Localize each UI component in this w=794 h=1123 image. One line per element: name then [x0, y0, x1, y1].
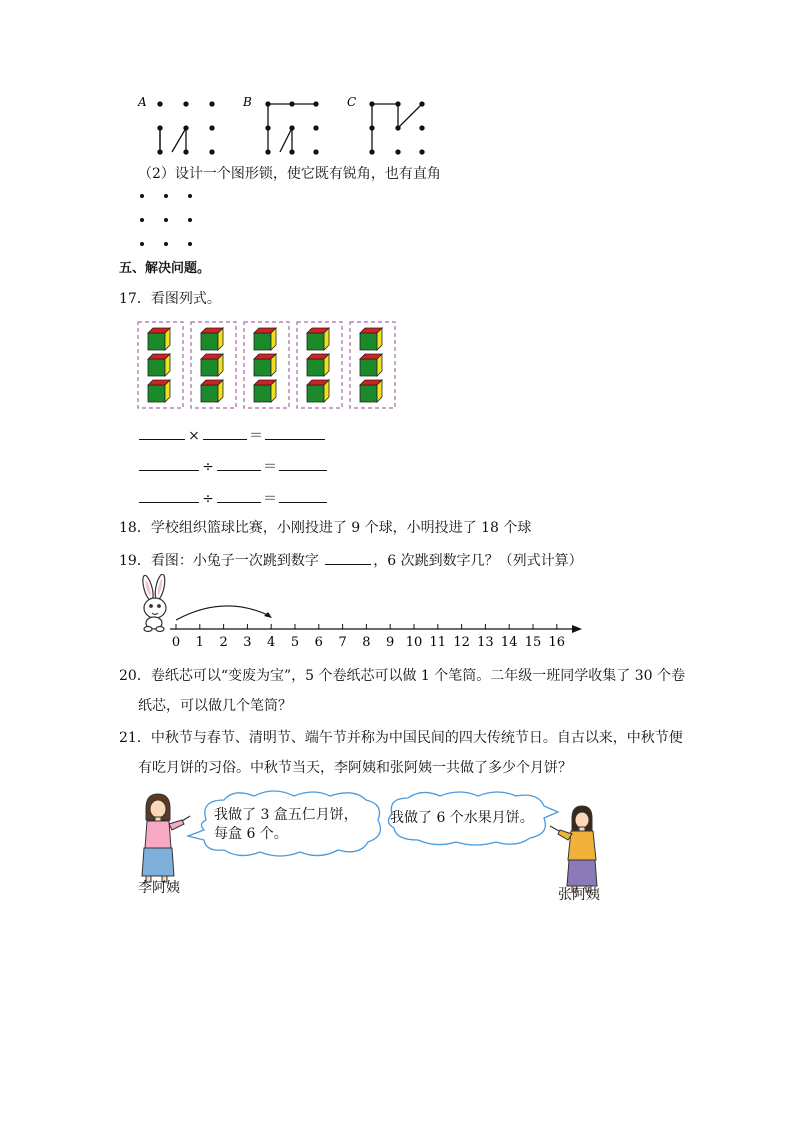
equals-sign: ＝	[263, 491, 277, 507]
left-bubble-line1: 我做了 3 盒五仁月饼，	[214, 807, 358, 823]
cube-group-1	[138, 322, 183, 408]
q19-text-after: ，6 次跳到数字几？（列式计算）	[373, 553, 583, 569]
equals-sign: ＝	[263, 459, 277, 475]
q16-part2-text: （2）设计一个图形锁，使它既有锐角，也有直角	[138, 166, 441, 182]
pattern-c	[370, 102, 424, 154]
pattern-label-b: B	[243, 95, 252, 109]
answer-blank[interactable]	[139, 456, 199, 471]
q20-line2: 纸芯，可以做几个笔筒？	[138, 698, 292, 714]
divide-sign: ÷	[202, 491, 214, 507]
name-li-ayi: 李阿姨	[138, 880, 180, 896]
times-sign: ×	[188, 428, 200, 444]
tick-label: 14	[500, 635, 518, 650]
q18-text: 18．学校组织篮球比赛，小刚投进了 9 个球，小明投进了 18 个球	[119, 520, 532, 536]
tick-label: 12	[453, 635, 470, 650]
pattern-label-c: C	[347, 95, 357, 109]
name-zhang-ayi: 张阿姨	[558, 887, 600, 903]
zhang-ayi-figure	[550, 806, 597, 892]
tick-label: 6	[314, 635, 323, 650]
tick-label: 4	[267, 635, 276, 650]
q21-line1: 21．中秋节与春节、清明节、端午节并称为中国民间的四大传统节日。自古以来，中秋节便	[119, 730, 683, 746]
pattern-label-a: A	[138, 95, 147, 109]
pattern-a	[158, 102, 214, 154]
rabbit-icon	[141, 574, 167, 632]
tick-label: 2	[219, 635, 228, 650]
cube-group-4	[297, 322, 342, 408]
q19-text	[119, 550, 583, 571]
q19-answer-blank[interactable]	[325, 550, 371, 565]
answer-blank[interactable]	[265, 425, 325, 440]
jump-arrow	[176, 606, 270, 620]
axis-arrow	[572, 625, 582, 633]
tick-label: 7	[338, 635, 347, 650]
q20-line1: 20．卷纸芯可以“变废为宝”，5 个卷纸芯可以做 1 个笔筒。二年级一班同学收集了 30 个卷	[119, 668, 686, 684]
arrow-head	[264, 612, 272, 618]
answer-blank[interactable]	[139, 425, 185, 440]
right-bubble-text: 我做了 6 个水果月饼。	[390, 810, 534, 826]
tick-label: 13	[477, 635, 494, 650]
tick-label: 11	[429, 635, 447, 650]
cube-group-2	[191, 322, 236, 408]
tick-label: 8	[362, 635, 371, 650]
left-bubble-line2: 每盒 6 个。	[214, 826, 288, 842]
tick-label: 16	[548, 635, 566, 650]
tick-label: 10	[405, 635, 423, 650]
q21-line2: 有吃月饼的习俗。中秋节当天，李阿姨和张阿姨一共做了多少个月饼？	[138, 760, 572, 776]
equals-sign: ＝	[249, 428, 263, 444]
lock-patterns	[130, 92, 440, 162]
answer-blank[interactable]	[203, 425, 247, 440]
answer-blank[interactable]	[139, 488, 199, 503]
answer-blank[interactable]	[217, 488, 261, 503]
q19-text-before: 19．看图：小兔子一次跳到数字	[119, 553, 319, 569]
answer-blank[interactable]	[279, 456, 327, 471]
cube-group-3	[244, 322, 289, 408]
tick-label: 5	[290, 635, 300, 650]
divide-sign: ÷	[202, 459, 214, 475]
number-line-ticks	[172, 624, 565, 650]
q17-equation-2	[139, 456, 327, 477]
q17-cube-groups	[136, 320, 398, 412]
answer-blank[interactable]	[279, 488, 327, 503]
section5-title: 五、解决问题。	[119, 261, 211, 276]
grid-dots	[140, 194, 192, 246]
cube-group-5	[350, 322, 395, 408]
pattern-b	[266, 102, 318, 154]
q19-number-line	[134, 574, 594, 656]
q21-illustration	[134, 790, 614, 910]
tick-label: 1	[195, 635, 204, 650]
tick-label: 3	[243, 635, 252, 650]
tick-label: 15	[524, 635, 542, 650]
empty-dot-grid[interactable]	[130, 186, 200, 252]
answer-blank[interactable]	[217, 456, 261, 471]
tick-label: 9	[386, 635, 395, 650]
li-ayi-figure	[142, 794, 190, 882]
q17-equation-3	[139, 488, 327, 509]
q17-equation-1	[139, 425, 325, 446]
tick-label: 0	[171, 635, 181, 650]
q17-text: 17．看图列式。	[119, 291, 221, 307]
